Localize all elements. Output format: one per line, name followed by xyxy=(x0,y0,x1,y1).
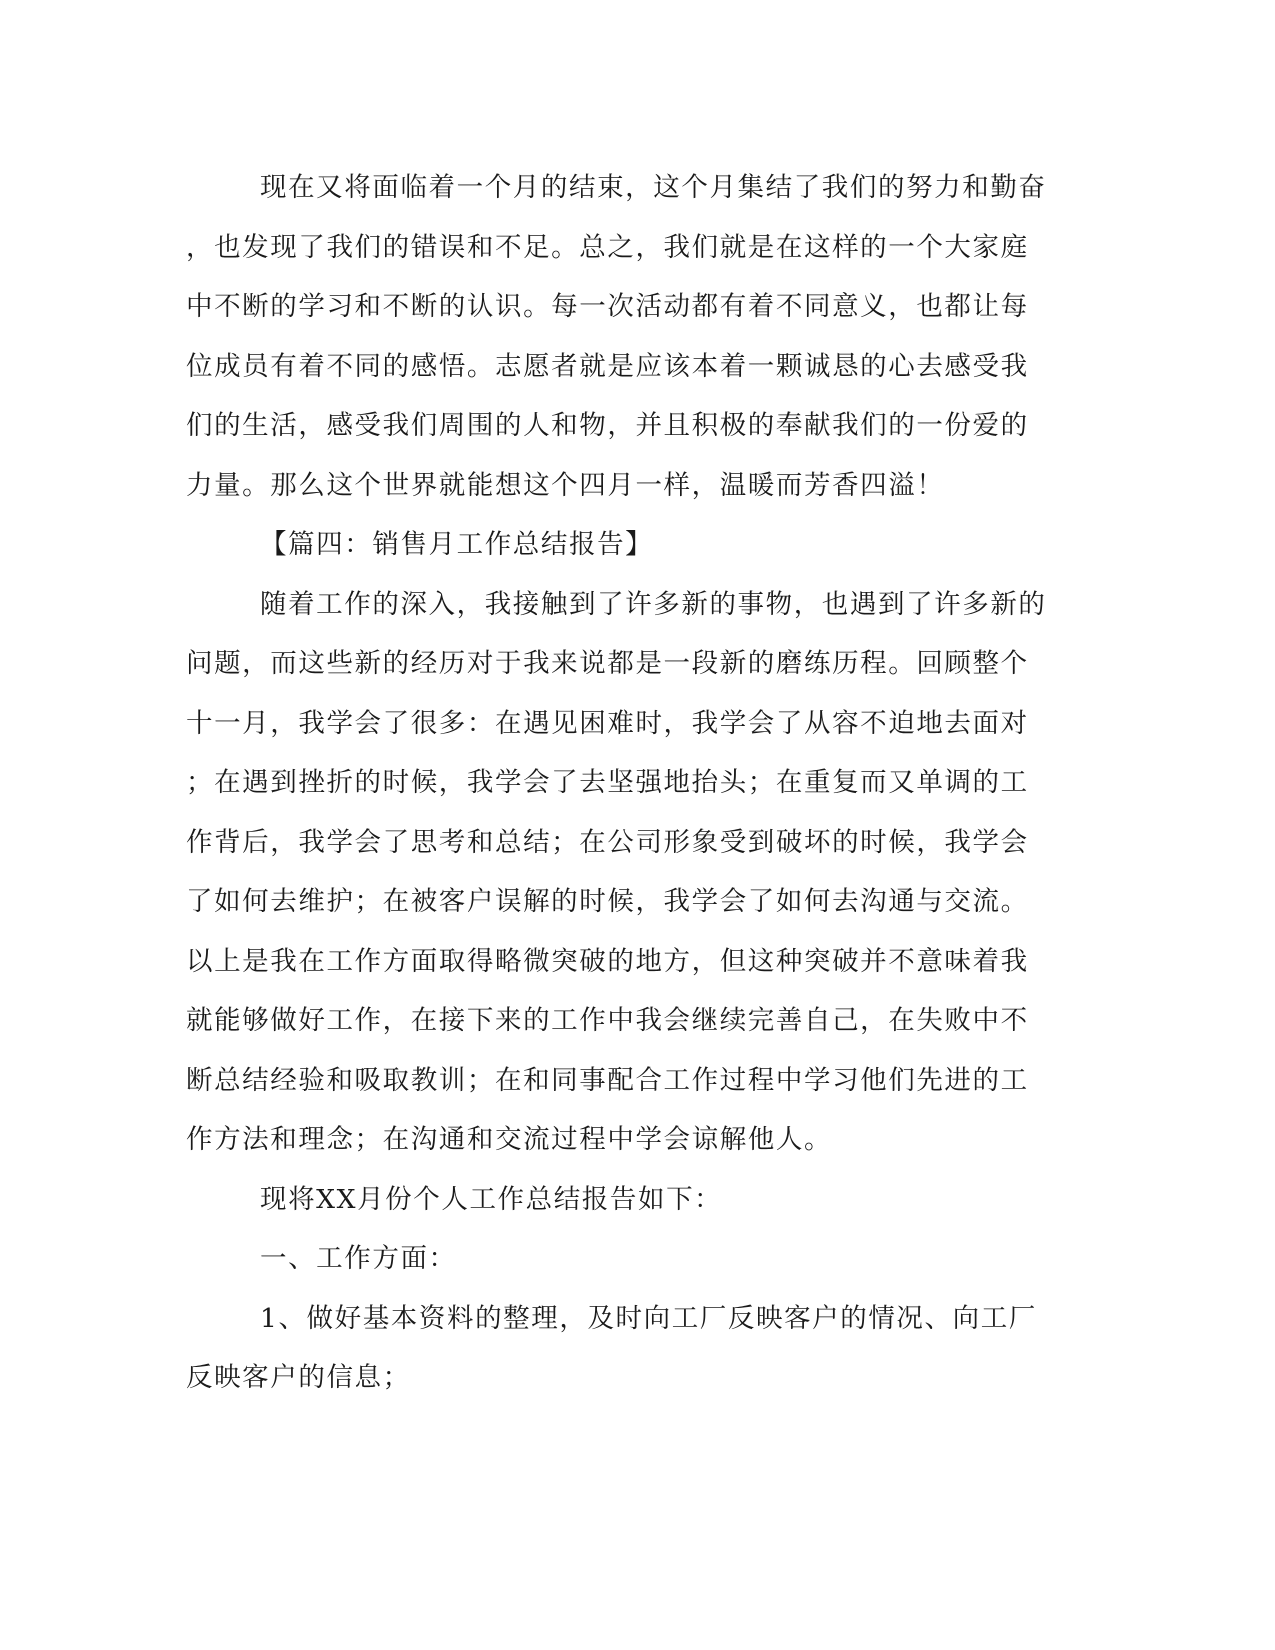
paragraph-line: 就能够做好工作，在接下来的工作中我会继续完善自己，在失败中不 xyxy=(186,1005,1029,1036)
paragraph-line: 作方法和理念；在沟通和交流过程中学会谅解他人。 xyxy=(186,1124,833,1155)
paragraph-line: 现将XX月份个人工作总结报告如下： xyxy=(260,1183,723,1215)
paragraph-line: 随着工作的深入，我接触到了许多新的事物，也遇到了许多新的 xyxy=(260,588,1047,620)
paragraph-line: 断总结经验和吸取教训；在和同事配合工作过程中学习他们先进的工 xyxy=(186,1064,1029,1096)
paragraph-line: 了如何去维护；在被客户误解的时候，我学会了如何去沟通与交流。 xyxy=(186,886,1029,917)
list-heading: 一、工作方面： xyxy=(260,1243,457,1274)
paragraph-line: 以上是我在工作方面取得略微突破的地方，但这种突破并不意味着我 xyxy=(186,945,1029,977)
paragraph-line: 位成员有着不同的感悟。志愿者就是应该本着一颗诚恳的心去感受我 xyxy=(186,350,1029,382)
paragraph-line: ，也发现了我们的错误和不足。总之，我们就是在这样的一个大家庭 xyxy=(186,231,1029,263)
paragraph-line: 现在又将面临着一个月的结束，这个月集结了我们的努力和勤奋 xyxy=(260,172,1047,203)
paragraph-line: 十一月，我学会了很多：在遇见困难时，我学会了从容不迫地去面对 xyxy=(186,707,1029,739)
document-body xyxy=(186,158,1046,1408)
section-heading: 【篇四：销售月工作总结报告】 xyxy=(260,529,654,560)
paragraph-line: 力量。那么这个世界就能想这个四月一样，温暖而芳香四溢！ xyxy=(186,469,945,501)
list-item-line: 反映客户的信息； xyxy=(186,1362,411,1393)
paragraph-line: ；在遇到挫折的时候，我学会了去坚强地抬头；在重复而又单调的工 xyxy=(186,767,1029,798)
paragraph-line: 作背后，我学会了思考和总结；在公司形象受到破坏的时候，我学会 xyxy=(186,826,1029,858)
paragraph-line: 中不断的学习和不断的认识。每一次活动都有着不同意义，也都让每 xyxy=(186,291,1029,322)
paragraph-line: 们的生活，感受我们周围的人和物，并且积极的奉献我们的一份爱的 xyxy=(186,410,1029,441)
paragraph-line: 问题，而这些新的经历对于我来说都是一段新的磨练历程。回顾整个 xyxy=(186,648,1029,679)
list-item-line: 1、做好基本资料的整理，及时向工厂反映客户的情况、向工厂 xyxy=(260,1302,1037,1334)
